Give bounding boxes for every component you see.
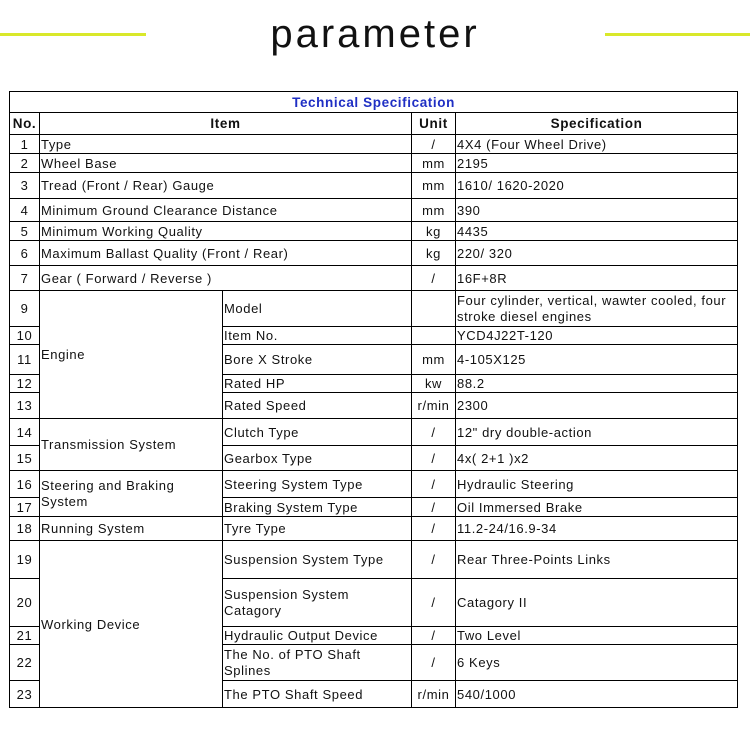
row-spec: Four cylinder, vertical, wawter cooled, four stroke diesel engines: [456, 291, 738, 327]
row-item: Wheel Base: [40, 154, 412, 173]
row-no: 9: [10, 291, 40, 327]
row-unit: [412, 291, 456, 327]
row-no: 6: [10, 241, 40, 266]
row-item: The No. of PTO Shaft Splines: [223, 645, 412, 681]
row-no: 11: [10, 345, 40, 375]
row-item: Rated Speed: [223, 393, 412, 419]
row-unit: r/min: [412, 393, 456, 419]
table-row: [10, 471, 738, 498]
row-item: Bore X Stroke: [223, 345, 412, 375]
row-item: Gear ( Forward / Reverse ): [40, 266, 412, 291]
row-item: Minimum Working Quality: [40, 222, 412, 241]
row-unit: /: [412, 266, 456, 291]
header-item: Item: [40, 113, 412, 135]
table-row: [10, 154, 738, 173]
row-unit: kw: [412, 375, 456, 393]
table-row: [10, 199, 738, 222]
row-spec: 4-105X125: [456, 345, 738, 375]
row-spec: 220/ 320: [456, 241, 738, 266]
row-spec: 6 Keys: [456, 645, 738, 681]
row-no: 19: [10, 541, 40, 579]
row-unit: /: [412, 627, 456, 645]
row-item: Gearbox Type: [223, 446, 412, 471]
group-label: Engine: [40, 291, 223, 419]
row-item: Hydraulic Output Device: [223, 627, 412, 645]
row-unit: /: [412, 419, 456, 446]
group-label: Transmission System: [40, 419, 223, 471]
row-item: Clutch Type: [223, 419, 412, 446]
row-spec: Two Level: [456, 627, 738, 645]
row-item: Braking System Type: [223, 498, 412, 517]
row-spec: 2195: [456, 154, 738, 173]
row-spec: Oil Immersed Brake: [456, 498, 738, 517]
row-unit: r/min: [412, 681, 456, 708]
table-row: [10, 517, 738, 541]
row-spec: 16F+8R: [456, 266, 738, 291]
header-no: No.: [10, 113, 40, 135]
table-row: [10, 291, 738, 327]
row-unit: kg: [412, 222, 456, 241]
row-spec: 1610/ 1620-2020: [456, 173, 738, 199]
row-unit: /: [412, 541, 456, 579]
row-unit: /: [412, 645, 456, 681]
row-item: The PTO Shaft Speed: [223, 681, 412, 708]
table-row: [10, 241, 738, 266]
row-no: 10: [10, 327, 40, 345]
table-row: [10, 419, 738, 446]
row-unit: /: [412, 446, 456, 471]
header-specification: Specification: [456, 113, 738, 135]
row-item: Model: [223, 291, 412, 327]
row-item: Type: [40, 135, 412, 154]
row-no: 21: [10, 627, 40, 645]
row-unit: [412, 327, 456, 345]
row-item: Suspension System Catagory: [223, 579, 412, 627]
row-no: 23: [10, 681, 40, 708]
row-spec: 4X4 (Four Wheel Drive): [456, 135, 738, 154]
row-no: 4: [10, 199, 40, 222]
table-row: [10, 222, 738, 241]
header-unit: Unit: [412, 113, 456, 135]
row-unit: mm: [412, 199, 456, 222]
row-spec: 540/1000: [456, 681, 738, 708]
row-item: Rated HP: [223, 375, 412, 393]
row-no: 22: [10, 645, 40, 681]
row-unit: kg: [412, 241, 456, 266]
row-no: 7: [10, 266, 40, 291]
decorative-line-right: [605, 33, 750, 36]
row-spec: 11.2-24/16.9-34: [456, 517, 738, 541]
row-spec: 390: [456, 199, 738, 222]
row-item: Minimum Ground Clearance Distance: [40, 199, 412, 222]
table-row: [10, 266, 738, 291]
row-no: 15: [10, 446, 40, 471]
technical-specification-table: [9, 91, 738, 708]
row-item: Tread (Front / Rear) Gauge: [40, 173, 412, 199]
row-spec: 88.2: [456, 375, 738, 393]
row-unit: mm: [412, 345, 456, 375]
row-item: Suspension System Type: [223, 541, 412, 579]
table-row: [10, 541, 738, 579]
row-no: 16: [10, 471, 40, 498]
row-spec: Hydraulic Steering: [456, 471, 738, 498]
row-no: 13: [10, 393, 40, 419]
group-label: Working Device: [40, 541, 223, 708]
row-no: 17: [10, 498, 40, 517]
row-item: Tyre Type: [223, 517, 412, 541]
row-no: 2: [10, 154, 40, 173]
table-caption: Technical Specification: [10, 92, 738, 113]
page-title: parameter: [270, 12, 480, 56]
row-unit: mm: [412, 173, 456, 199]
row-unit: /: [412, 135, 456, 154]
group-label: Steering and Braking System: [40, 471, 223, 517]
row-item: Item No.: [223, 327, 412, 345]
row-spec: 4x( 2+1 )x2: [456, 446, 738, 471]
row-no: 1: [10, 135, 40, 154]
row-unit: mm: [412, 154, 456, 173]
row-no: 3: [10, 173, 40, 199]
row-spec: YCD4J22T-120: [456, 327, 738, 345]
row-unit: /: [412, 498, 456, 517]
table-row: [10, 173, 738, 199]
row-no: 20: [10, 579, 40, 627]
row-item: Steering System Type: [223, 471, 412, 498]
table-row: [10, 135, 738, 154]
row-no: 14: [10, 419, 40, 446]
row-spec: 4435: [456, 222, 738, 241]
row-no: 12: [10, 375, 40, 393]
row-unit: /: [412, 579, 456, 627]
row-spec: Catagory II: [456, 579, 738, 627]
row-no: 18: [10, 517, 40, 541]
row-item: Maximum Ballast Quality (Front / Rear): [40, 241, 412, 266]
row-spec: Rear Three-Points Links: [456, 541, 738, 579]
group-label: Running System: [40, 517, 223, 541]
row-unit: /: [412, 471, 456, 498]
row-no: 5: [10, 222, 40, 241]
row-spec: 2300: [456, 393, 738, 419]
row-unit: /: [412, 517, 456, 541]
row-spec: 12" dry double-action: [456, 419, 738, 446]
